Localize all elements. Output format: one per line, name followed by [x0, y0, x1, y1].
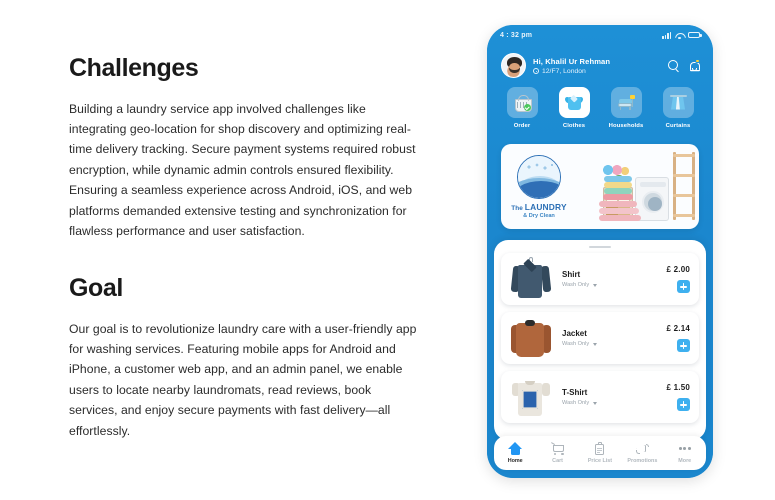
- notification-dot: [695, 59, 700, 64]
- product-price: £ 2.00: [666, 265, 690, 275]
- category-item-clothes[interactable]: [553, 87, 595, 129]
- wave-logo-icon: [517, 155, 561, 199]
- product-info: [552, 388, 644, 406]
- bottom-navigation: [494, 436, 706, 470]
- wifi-icon: [675, 32, 684, 39]
- nav-label: Promotions: [627, 458, 658, 464]
- add-to-cart-button[interactable]: [677, 339, 690, 352]
- challenges-section: [69, 55, 421, 241]
- product-row-shirt[interactable]: [501, 253, 699, 305]
- home-icon: [508, 442, 522, 455]
- add-to-cart-button[interactable]: [677, 280, 690, 293]
- product-list: [494, 248, 706, 423]
- nav-label: Home: [507, 458, 523, 464]
- location-text: 12/F7, London: [542, 67, 586, 75]
- megaphone-icon: [635, 442, 649, 455]
- denim-shirt-thumbnail: [510, 257, 552, 301]
- product-sheet: [494, 240, 706, 440]
- category-tile: [611, 87, 642, 118]
- challenges-heading: Challenges: [69, 54, 199, 82]
- category-tile: [507, 87, 538, 118]
- laundry-basket-icon: [514, 95, 531, 111]
- shelf-graphic: [673, 152, 695, 220]
- category-label: Order: [513, 123, 531, 129]
- towel-stack-graphic: [599, 175, 643, 221]
- header-actions: [668, 60, 699, 72]
- chevron-down-icon: [593, 343, 597, 346]
- map-pin-icon: [533, 68, 539, 74]
- product-option-dropdown[interactable]: [562, 400, 644, 406]
- header-text: [533, 57, 668, 75]
- product-row-jacket[interactable]: [501, 312, 699, 364]
- phone-mockup: [487, 25, 713, 478]
- nav-label: Price List: [587, 458, 613, 464]
- logo-the: The: [511, 204, 523, 212]
- battery-icon: [688, 32, 700, 39]
- chevron-down-icon: [593, 284, 597, 287]
- goal-body: Our goal is to revolutionize laundry care with a user-friendly app for washing services. Featuring mobile apps for Android and iPhone, a customer web app, and an admin panel, we enable users to locate nearby laundromats, read reviews, book services, and enjoy secure payments with fast delivery—all effortlessly.: [69, 321, 417, 438]
- status-time: 4 : 32 pm: [500, 31, 533, 39]
- product-info: [552, 270, 644, 288]
- status-bar: [487, 25, 713, 45]
- product-price: £ 2.14: [666, 324, 690, 334]
- challenges-body: Building a laundry service app involved challenges like integrating geo-location for shop discovery and optimizing real-time delivery tracking. Secure payment systems required robust encryption, while dynamic admin controls ensured flexibility. Ensuring a seamless experience across Android, iOS, and web platforms demanded extensive testing and synchronization for flawless performance and user satisfaction.: [69, 101, 416, 238]
- category-label: Households: [608, 123, 644, 129]
- nav-item-cart[interactable]: [538, 442, 578, 464]
- brown-jacket-thumbnail: [510, 316, 552, 360]
- logo-subtitle: & Dry Clean: [523, 212, 555, 219]
- product-name: Jacket: [562, 329, 587, 339]
- goal-section: [69, 275, 421, 441]
- nav-item-price-list[interactable]: [580, 442, 620, 464]
- add-to-cart-button[interactable]: [677, 398, 690, 411]
- logo-main: LAUNDRY: [524, 201, 567, 212]
- nav-item-more[interactable]: [665, 442, 705, 464]
- product-option-text: Wash Only: [562, 400, 590, 407]
- category-tile: [663, 87, 694, 118]
- greeting-text: Hi, Khalil Ur Rehman: [533, 56, 611, 66]
- sofa-lamp-icon: [617, 95, 635, 111]
- product-price-area: [644, 383, 690, 411]
- app-header: [487, 53, 713, 78]
- product-option-dropdown[interactable]: [562, 282, 644, 288]
- category-item-curtains[interactable]: [657, 87, 699, 129]
- promo-banner[interactable]: [501, 144, 699, 229]
- category-item-order[interactable]: [501, 87, 543, 129]
- category-row: [487, 87, 713, 129]
- category-tile: [559, 87, 590, 118]
- product-name: T-Shirt: [562, 388, 588, 398]
- curtain-icon: [670, 95, 687, 110]
- product-option-text: Wash Only: [562, 282, 590, 289]
- logo-title: [511, 202, 567, 212]
- nav-item-promotions[interactable]: [622, 442, 662, 464]
- product-info: [552, 329, 644, 347]
- signal-icon: [662, 32, 671, 39]
- location-row[interactable]: [533, 68, 668, 75]
- laundry-logo: [501, 155, 577, 219]
- nav-label: More: [678, 458, 692, 464]
- avatar[interactable]: [501, 53, 526, 78]
- clipboard-icon: [593, 442, 607, 455]
- phone-screen: [487, 25, 713, 478]
- more-dots-icon: [678, 442, 692, 455]
- printed-tshirt-thumbnail: [510, 375, 552, 419]
- status-indicators: [662, 32, 700, 39]
- product-price-area: [644, 265, 690, 293]
- product-row-tshirt[interactable]: [501, 371, 699, 423]
- nav-item-home[interactable]: [495, 442, 535, 464]
- product-price-area: [644, 324, 690, 352]
- detergent-balls-graphic: [603, 165, 629, 175]
- polo-shirt-icon: [565, 94, 583, 111]
- nav-label: Cart: [552, 458, 563, 464]
- product-option-text: Wash Only: [562, 341, 590, 348]
- product-name: Shirt: [562, 270, 581, 280]
- chevron-down-icon: [593, 402, 597, 405]
- category-label: Clothes: [562, 123, 586, 129]
- product-price: £ 1.50: [666, 383, 690, 393]
- bell-icon[interactable]: [688, 60, 699, 72]
- category-label: Curtains: [665, 123, 691, 129]
- product-option-dropdown[interactable]: [562, 341, 644, 347]
- search-icon[interactable]: [668, 60, 679, 71]
- category-item-households[interactable]: [605, 87, 647, 129]
- goal-heading: Goal: [69, 274, 123, 302]
- laundry-room-illustration: [577, 144, 699, 229]
- cart-icon: [551, 442, 565, 455]
